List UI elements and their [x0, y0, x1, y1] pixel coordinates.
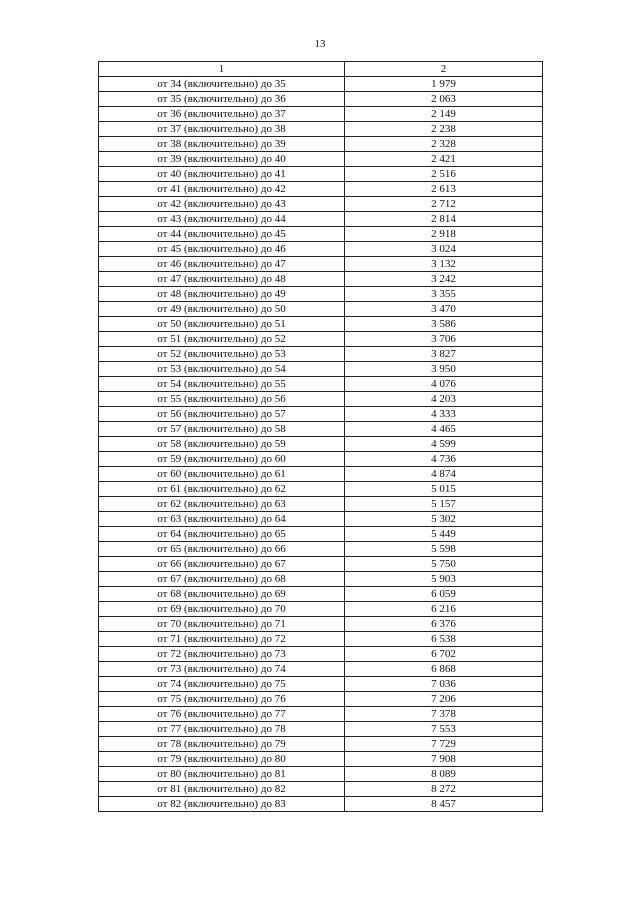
table-row: [99, 782, 543, 797]
value-cell: 3 242: [345, 272, 543, 287]
table-row: [99, 107, 543, 122]
table-row: [99, 377, 543, 392]
range-cell: от 81 (включительно) до 82: [99, 782, 345, 797]
range-cell: от 46 (включительно) до 47: [99, 257, 345, 272]
table-row: [99, 602, 543, 617]
table-header: [99, 62, 543, 77]
value-cell: 3 355: [345, 287, 543, 302]
table-row: [99, 77, 543, 92]
value-cell: 6 059: [345, 587, 543, 602]
range-cell: от 60 (включительно) до 61: [99, 467, 345, 482]
value-cell: 2 918: [345, 227, 543, 242]
range-cell: от 38 (включительно) до 39: [99, 137, 345, 152]
range-cell: от 45 (включительно) до 46: [99, 242, 345, 257]
range-cell: от 65 (включительно) до 66: [99, 542, 345, 557]
table-row: [99, 122, 543, 137]
value-cell: 5 015: [345, 482, 543, 497]
range-cell: от 42 (включительно) до 43: [99, 197, 345, 212]
range-cell: от 78 (включительно) до 79: [99, 737, 345, 752]
table-row: [99, 647, 543, 662]
value-cell: 4 736: [345, 452, 543, 467]
table-row: [99, 572, 543, 587]
table-row: [99, 407, 543, 422]
table-row: [99, 737, 543, 752]
table-row: [99, 587, 543, 602]
value-cell: 8 089: [345, 767, 543, 782]
range-cell: от 40 (включительно) до 41: [99, 167, 345, 182]
value-cell: 5 449: [345, 527, 543, 542]
header-row: [99, 62, 543, 77]
table-row: [99, 167, 543, 182]
value-cell: 5 750: [345, 557, 543, 572]
column-header-2: 2: [345, 62, 543, 77]
column-header-1: 1: [99, 62, 345, 77]
table-row: [99, 482, 543, 497]
table-row: [99, 437, 543, 452]
range-cell: от 53 (включительно) до 54: [99, 362, 345, 377]
range-cell: от 44 (включительно) до 45: [99, 227, 345, 242]
table-row: [99, 422, 543, 437]
value-cell: 4 465: [345, 422, 543, 437]
table-row: [99, 527, 543, 542]
range-cell: от 36 (включительно) до 37: [99, 107, 345, 122]
table-row: [99, 662, 543, 677]
value-cell: 5 598: [345, 542, 543, 557]
value-cell: 4 599: [345, 437, 543, 452]
range-cell: от 82 (включительно) до 83: [99, 797, 345, 812]
value-cell: 2 063: [345, 92, 543, 107]
range-cell: от 77 (включительно) до 78: [99, 722, 345, 737]
range-cell: от 51 (включительно) до 52: [99, 332, 345, 347]
table-row: [99, 302, 543, 317]
range-cell: от 62 (включительно) до 63: [99, 497, 345, 512]
value-cell: 6 868: [345, 662, 543, 677]
table-row: [99, 362, 543, 377]
value-cell: 6 376: [345, 617, 543, 632]
value-cell: 7 553: [345, 722, 543, 737]
table-row: [99, 92, 543, 107]
range-cell: от 47 (включительно) до 48: [99, 272, 345, 287]
page-number: 13: [314, 38, 326, 50]
value-cell: 3 132: [345, 257, 543, 272]
table-row: [99, 707, 543, 722]
range-cell: от 48 (включительно) до 49: [99, 287, 345, 302]
range-cell: от 59 (включительно) до 60: [99, 452, 345, 467]
value-cell: 2 238: [345, 122, 543, 137]
value-cell: 2 814: [345, 212, 543, 227]
table-row: [99, 347, 543, 362]
table-row: [99, 332, 543, 347]
range-cell: от 73 (включительно) до 74: [99, 662, 345, 677]
range-cell: от 50 (включительно) до 51: [99, 317, 345, 332]
range-cell: от 74 (включительно) до 75: [99, 677, 345, 692]
range-cell: от 72 (включительно) до 73: [99, 647, 345, 662]
range-cell: от 39 (включительно) до 40: [99, 152, 345, 167]
value-cell: 7 908: [345, 752, 543, 767]
range-cell: от 61 (включительно) до 62: [99, 482, 345, 497]
range-cell: от 63 (включительно) до 64: [99, 512, 345, 527]
value-cell: 4 333: [345, 407, 543, 422]
table-row: [99, 197, 543, 212]
value-cell: 1 979: [345, 77, 543, 92]
table-row: [99, 317, 543, 332]
table-row: [99, 722, 543, 737]
value-cell: 3 950: [345, 362, 543, 377]
value-cell: 3 586: [345, 317, 543, 332]
table-row: [99, 272, 543, 287]
table-row: [99, 677, 543, 692]
table-row: [99, 497, 543, 512]
range-cell: от 56 (включительно) до 57: [99, 407, 345, 422]
range-cell: от 55 (включительно) до 56: [99, 392, 345, 407]
range-cell: от 64 (включительно) до 65: [99, 527, 345, 542]
range-cell: от 67 (включительно) до 68: [99, 572, 345, 587]
table-row: [99, 617, 543, 632]
range-cell: от 66 (включительно) до 67: [99, 557, 345, 572]
table-row: [99, 257, 543, 272]
table-row: [99, 137, 543, 152]
range-cell: от 75 (включительно) до 76: [99, 692, 345, 707]
range-cell: от 58 (включительно) до 59: [99, 437, 345, 452]
range-cell: от 49 (включительно) до 50: [99, 302, 345, 317]
value-cell: 4 076: [345, 377, 543, 392]
range-cell: от 71 (включительно) до 72: [99, 632, 345, 647]
table-row: [99, 287, 543, 302]
range-cell: от 69 (включительно) до 70: [99, 602, 345, 617]
table-row: [99, 212, 543, 227]
value-cell: 3 470: [345, 302, 543, 317]
value-cell: 3 024: [345, 242, 543, 257]
value-cell: 2 149: [345, 107, 543, 122]
range-cell: от 79 (включительно) до 80: [99, 752, 345, 767]
table-row: [99, 557, 543, 572]
range-cell: от 41 (включительно) до 42: [99, 182, 345, 197]
data-table: [98, 61, 543, 812]
table-row: [99, 752, 543, 767]
value-cell: 2 516: [345, 167, 543, 182]
table-row: [99, 797, 543, 812]
value-cell: 7 378: [345, 707, 543, 722]
value-cell: 4 203: [345, 392, 543, 407]
table-row: [99, 182, 543, 197]
value-cell: 6 702: [345, 647, 543, 662]
value-cell: 5 903: [345, 572, 543, 587]
value-cell: 8 272: [345, 782, 543, 797]
table-row: [99, 542, 543, 557]
range-cell: от 70 (включительно) до 71: [99, 617, 345, 632]
range-cell: от 52 (включительно) до 53: [99, 347, 345, 362]
value-cell: 4 874: [345, 467, 543, 482]
table-row: [99, 692, 543, 707]
table-row: [99, 632, 543, 647]
table-row: [99, 227, 543, 242]
table-row: [99, 392, 543, 407]
table-row: [99, 242, 543, 257]
table-row: [99, 152, 543, 167]
value-cell: 7 036: [345, 677, 543, 692]
value-cell: 5 157: [345, 497, 543, 512]
range-cell: от 57 (включительно) до 58: [99, 422, 345, 437]
table-row: [99, 767, 543, 782]
value-cell: 7 206: [345, 692, 543, 707]
value-cell: 6 538: [345, 632, 543, 647]
value-cell: 3 706: [345, 332, 543, 347]
value-cell: 5 302: [345, 512, 543, 527]
value-cell: 8 457: [345, 797, 543, 812]
range-cell: от 80 (включительно) до 81: [99, 767, 345, 782]
value-cell: 3 827: [345, 347, 543, 362]
range-cell: от 37 (включительно) до 38: [99, 122, 345, 137]
table-body: [99, 77, 543, 812]
range-cell: от 54 (включительно) до 55: [99, 377, 345, 392]
range-cell: от 35 (включительно) до 36: [99, 92, 345, 107]
range-cell: от 68 (включительно) до 69: [99, 587, 345, 602]
value-cell: 2 712: [345, 197, 543, 212]
table-row: [99, 452, 543, 467]
value-cell: 2 328: [345, 137, 543, 152]
value-cell: 6 216: [345, 602, 543, 617]
value-cell: 2 421: [345, 152, 543, 167]
value-cell: 2 613: [345, 182, 543, 197]
value-cell: 7 729: [345, 737, 543, 752]
range-cell: от 43 (включительно) до 44: [99, 212, 345, 227]
table-row: [99, 512, 543, 527]
range-cell: от 34 (включительно) до 35: [99, 77, 345, 92]
range-cell: от 76 (включительно) до 77: [99, 707, 345, 722]
table-row: [99, 467, 543, 482]
